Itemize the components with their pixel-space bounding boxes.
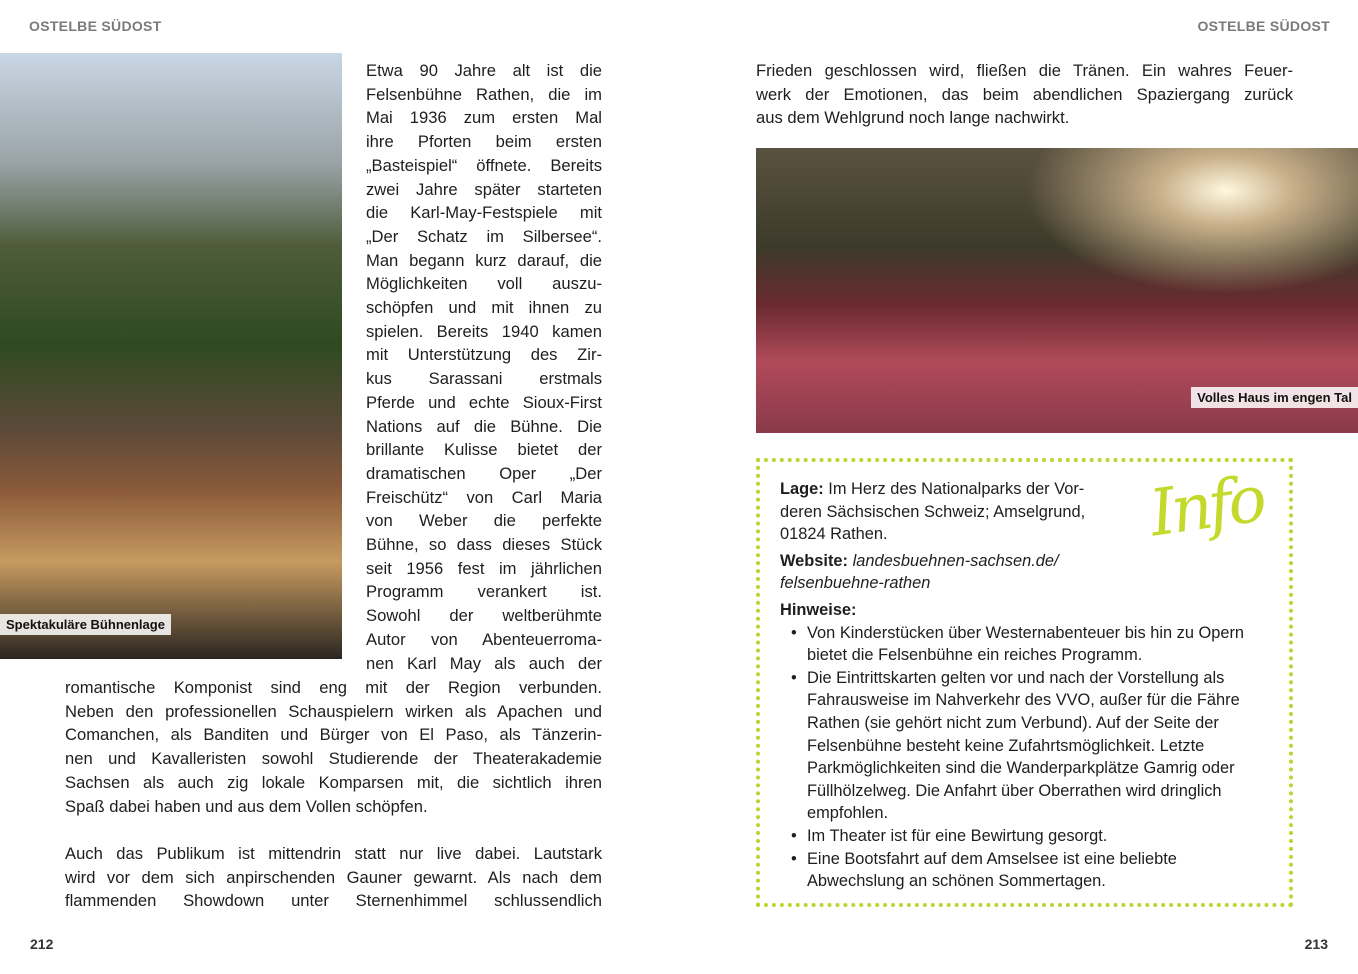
text-line: brillante Kulisse bietet der bbox=[366, 440, 602, 460]
text-line: Man begann kurz darauf, die bbox=[366, 250, 602, 270]
photo-caption: Spektakuläre Bühnenlage bbox=[0, 614, 171, 635]
text-line: wird vor dem sich anpirschenden Gauner gewarnt. Als nach dem bbox=[65, 867, 602, 887]
page-number-right: 213 bbox=[1304, 936, 1328, 952]
text-line: Felsenbühne Rathen, die im bbox=[366, 84, 602, 104]
text-line: „Der Schatz im Silbersee“. bbox=[366, 226, 602, 246]
text-line: spielen. Bereits 1940 kamen bbox=[366, 321, 602, 341]
left-text-narrow bbox=[366, 59, 602, 675]
running-header-left: OSTELBE SÜDOST bbox=[29, 18, 162, 34]
text-line: Autor von Abenteuerroma- bbox=[366, 629, 602, 649]
right-text bbox=[756, 59, 1293, 130]
website-label: Website: bbox=[780, 551, 849, 570]
text-line: Auch das Publikum ist mittendrin statt nur live dabei. Lautstark bbox=[65, 844, 602, 863]
list-item: • Die Eintrittskarten gelten vor und nach der Vorstellung als Fahrausweise im Nahverkehr des VVO, außer für die Fähre Rathen (sie gehört nicht zum Verbund). Auf der Seite der Felsenbühne besteht keine Zufahrtsmöglichkeit. Letzte Parkmöglichkeiten sind die Wanderparkplätze Gamrig oder Füllhölzelweg. Die Anfahrt über Oberrathen wird dringlich empfohlen. bbox=[788, 667, 1270, 825]
hinweise-label: Hinweise: bbox=[780, 600, 857, 619]
text-line: mit Unterstützung des Zir- bbox=[366, 345, 602, 365]
text-line: Frieden geschlossen wird, fließen die Tränen. Ein wahres Feuer- bbox=[756, 61, 1293, 80]
text-line: nen und Kavalleristen sowohl Studierende der Theaterakademie bbox=[65, 749, 602, 769]
left-text-paragraph-2 bbox=[65, 842, 602, 913]
lage-text: deren Sächsischen Schweiz; Amselgrund, bbox=[780, 502, 1086, 521]
running-header-right: OSTELBE SÜDOST bbox=[1197, 18, 1330, 34]
text-line: Spaß dabei haben und aus dem Vollen schöpfen. bbox=[65, 796, 428, 816]
text-line: Neben den professionellen Schauspielern wirken als Apachen und bbox=[65, 701, 602, 721]
lage-text: Im Herz des Nationalparks der Vor- bbox=[828, 480, 1085, 498]
text-line: Mai 1936 zum ersten Mal bbox=[366, 108, 602, 128]
text-line: werk der Emotionen, das beim abendlichen Spaziergang zurück bbox=[756, 84, 1293, 104]
text-line: von Weber die perfekte bbox=[366, 511, 602, 531]
text-line: Nations auf die Bühne. Die bbox=[366, 416, 602, 436]
lage-label: Lage: bbox=[780, 480, 824, 498]
info-logo: Info bbox=[1145, 462, 1268, 552]
text-line: seit 1956 fest im jährlichen bbox=[366, 558, 602, 578]
text-line: Etwa 90 Jahre alt ist die bbox=[366, 61, 602, 80]
text-line: Programm verankert ist. bbox=[366, 582, 602, 602]
text-line: Comanchen, als Banditen und Bürger von El Paso, als Tänzerin- bbox=[65, 725, 602, 745]
text-line: Sowohl der weltberühmte bbox=[366, 606, 602, 626]
list-item: • Im Theater ist für eine Bewirtung gesorgt. bbox=[788, 825, 1270, 848]
text-line: Pferde und echte Sioux-First bbox=[366, 392, 602, 412]
text-line: die Karl-May-Festspiele mit bbox=[366, 203, 602, 223]
website-link[interactable]: felsenbuehne-rathen bbox=[780, 574, 931, 593]
text-line: dramatischen Oper „Der bbox=[366, 463, 602, 483]
text-line: romantische Komponist sind eng mit der Region verbunden. bbox=[65, 678, 602, 697]
website-link[interactable]: landesbuehnen-sachsen.de/ bbox=[852, 551, 1059, 570]
lage-text: 01824 Rathen. bbox=[780, 525, 888, 544]
list-item: • Eine Bootsfahrt auf dem Amselsee ist eine beliebte Abwechslung an schönen Sommertagen. bbox=[788, 848, 1270, 893]
text-line: Bühne, so dass dieses Stück bbox=[366, 535, 602, 555]
text-line: zwei Jahre später starteten bbox=[366, 179, 602, 199]
text-line: Sachsen als auch zig lokale Komparsen mit, die sichtlich ihren bbox=[65, 772, 602, 792]
text-line: flammenden Showdown unter Sternenhimmel schlussendlich bbox=[65, 891, 602, 911]
info-box bbox=[756, 458, 1293, 907]
text-line: kus Sarassani erstmals bbox=[366, 369, 602, 389]
list-item: • Von Kinderstücken über Westernabenteuer bis hin zu Opern bietet die Felsenbühne ein reiches Programm. bbox=[788, 622, 1270, 667]
text-line: Freischütz“ von Carl Maria bbox=[366, 487, 602, 507]
photo-caption: Volles Haus im engen Tal bbox=[1191, 387, 1358, 408]
text-line: nen Karl May als auch der bbox=[366, 653, 602, 673]
photo-felsenbuehne-stage bbox=[0, 53, 342, 659]
hinweise-list bbox=[780, 622, 1270, 893]
text-line: schöpfen und mit ihnen zu bbox=[366, 298, 602, 318]
page-number-left: 212 bbox=[30, 936, 54, 952]
text-line: ihre Pforten beim ersten bbox=[366, 132, 602, 152]
text-line: „Basteispiel“ öffnete. Bereits bbox=[366, 155, 602, 175]
left-text-wide bbox=[65, 676, 602, 818]
text-line: Möglichkeiten voll auszu- bbox=[366, 274, 602, 294]
photo-audience bbox=[756, 148, 1358, 433]
text-line: aus dem Wehlgrund noch lange nachwirkt. bbox=[756, 108, 1070, 128]
